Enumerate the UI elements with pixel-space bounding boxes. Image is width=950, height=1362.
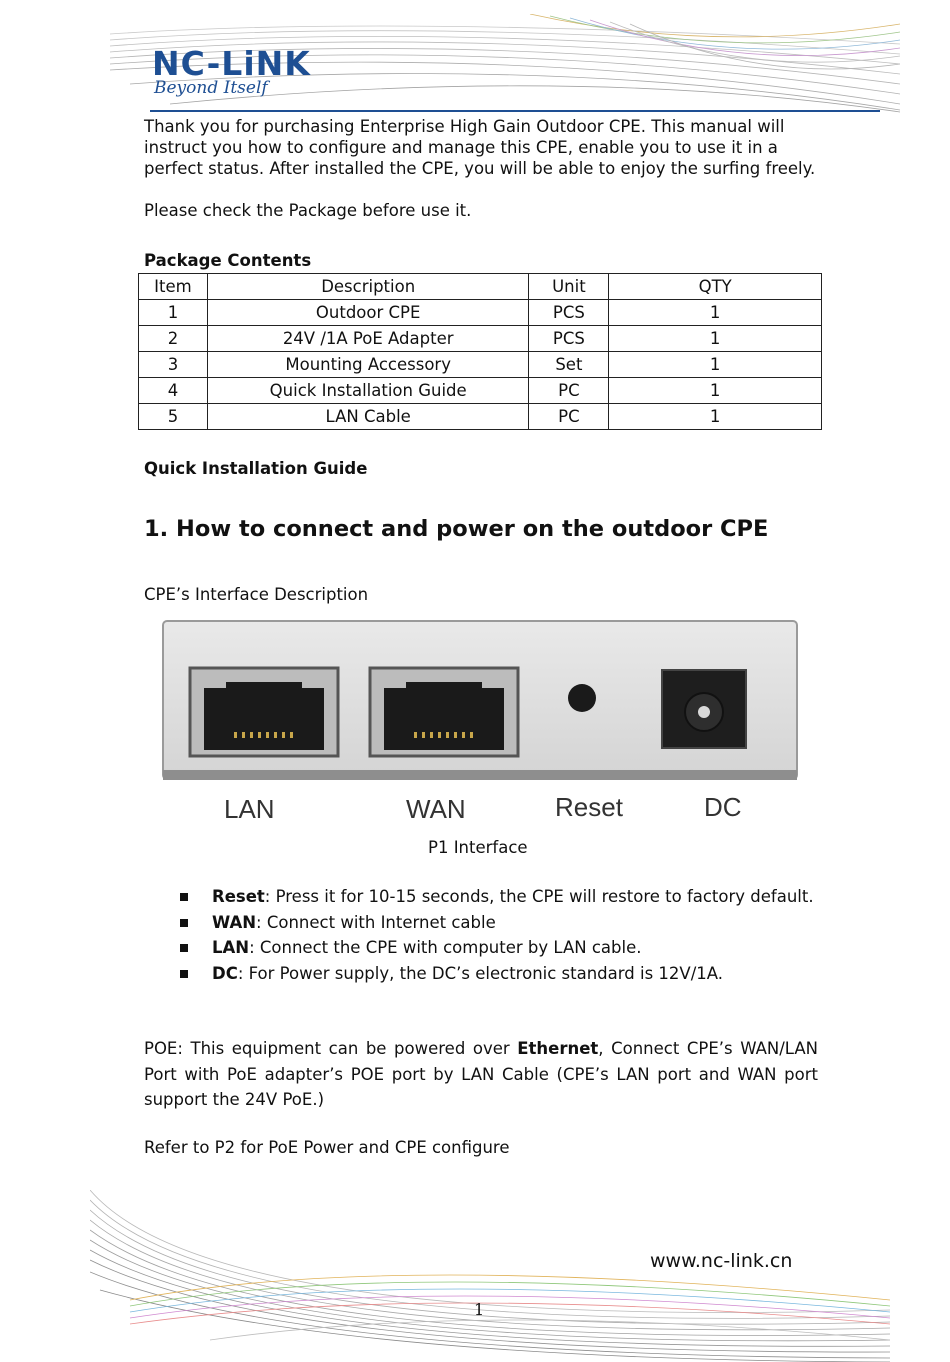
table-cell: Outdoor CPE [207,300,529,326]
list-item [180,935,820,961]
bullet-square-icon [180,944,188,952]
refer-line: Refer to P2 for PoE Power and CPE configure [144,1138,510,1157]
table-cell: 1 [609,326,822,352]
dc-jack-icon [662,670,746,748]
table-cell: Quick Installation Guide [207,378,529,404]
column-header: Description [207,274,529,300]
bullet-text: : For Power supply, the DC’s electronic standard is 12V/1A. [237,963,723,983]
port-label-lan: LAN [224,794,275,824]
reset-button-icon [568,684,596,712]
table-cell: 3 [139,352,208,378]
table-cell: 24V /1A PoE Adapter [207,326,529,352]
table-cell: 1 [609,378,822,404]
column-header: Unit [529,274,609,300]
table-row [139,300,822,326]
table-cell: PCS [529,300,609,326]
interface-description-label: CPE’s Interface Description [144,585,369,604]
table-cell: LAN Cable [207,404,529,430]
port-label-reset: Reset [555,792,623,822]
section-title: 1. How to connect and power on the outdoor CPE [144,516,769,542]
table-cell: 5 [139,404,208,430]
footer-wave-art [90,1190,890,1362]
table-row [139,378,822,404]
page-number: 1 [474,1300,485,1319]
poe-text-after: , Connect CPE’s WAN/LAN Port with PoE adapter’s POE port by LAN Cable (CPE’s LAN port and WAN port support the 24V PoE.) [144,1039,818,1109]
wan-port-icon [370,668,518,756]
table-cell: 1 [609,300,822,326]
bullet-square-icon [180,919,188,927]
table-row [139,326,822,352]
bullet-text: : Connect the CPE with computer by LAN cable. [249,938,642,957]
list-item [180,884,820,910]
table-row [139,352,822,378]
quick-guide-heading: Quick Installation Guide [144,459,368,478]
brand-tagline: Beyond Itself [154,78,268,98]
list-item [180,961,820,987]
column-header: QTY [609,274,822,300]
header-rule [150,110,880,112]
lan-port-icon [190,668,338,756]
table-cell: 1 [139,300,208,326]
table-cell: 4 [139,378,208,404]
poe-paragraph [144,1036,818,1113]
brand-logo: NC-LiNK [152,44,311,83]
bullet-text: : Connect with Internet cable [256,912,496,932]
poe-text-bold: Ethernet [517,1039,599,1058]
column-header: Item [139,274,208,300]
cpe-interface-photo [162,620,798,782]
bullet-square-icon [180,893,188,901]
intro-paragraph: Thank you for purchasing Enterprise High Gain Outdoor CPE. This manual will instruct you how to configure and manage this CPE, enable you to use it in a perfect status. After installed the CPE, you will be able to enjoy the surfing freely. [144,117,816,178]
table-cell: Mounting Accessory [207,352,529,378]
package-heading: Package Contents [144,251,312,270]
bullet-term: WAN [212,912,257,932]
table-cell: 1 [609,404,822,430]
poe-text-before: POE: This equipment can be powered over [144,1039,518,1058]
bullet-term: LAN [212,938,250,957]
bullet-text: : Press it for 10-15 seconds, the CPE will restore to factory default. [264,887,814,906]
table-cell: PC [529,404,609,430]
table-row [139,404,822,430]
table-cell: Set [529,352,609,378]
port-label-dc: DC [704,792,742,822]
bullet-term: DC [212,963,238,983]
package-table [138,273,822,430]
figure-caption: P1 Interface [428,838,528,857]
check-package-line: Please check the Package before use it. [144,201,472,220]
port-label-wan: WAN [406,794,466,824]
table-cell: 2 [139,326,208,352]
table-header-row [139,274,822,300]
footer-website: www.nc-link.cn [650,1250,793,1272]
port-bullet-list [180,884,820,986]
table-cell: PC [529,378,609,404]
list-item [180,910,820,936]
bullet-square-icon [180,970,188,978]
bullet-term: Reset [212,887,265,906]
table-cell: PCS [529,326,609,352]
table-cell: 1 [609,352,822,378]
